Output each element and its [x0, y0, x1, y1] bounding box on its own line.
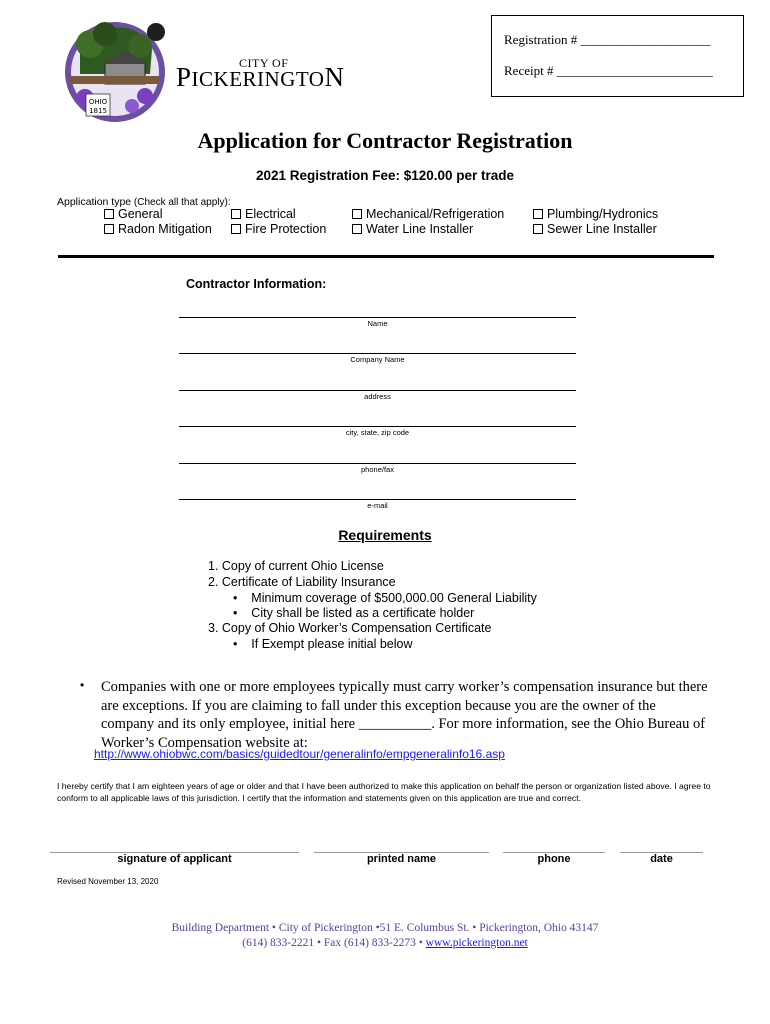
checkbox-icon[interactable]: [352, 224, 362, 234]
option-electrical[interactable]: [231, 207, 296, 221]
requirement-subitem-text: If Exempt please initial below: [251, 637, 413, 651]
requirements-heading: Requirements: [338, 527, 432, 543]
requirement-subitem-text: Minimum coverage of $500,000.00 General Liability: [251, 591, 537, 605]
date-label: date: [650, 853, 673, 865]
section-divider: [58, 255, 714, 258]
contractor-info-heading: Contractor Information:: [186, 277, 327, 291]
printed-name-label: printed name: [366, 853, 437, 865]
city-state-zip-input-line[interactable]: [179, 426, 576, 427]
checkbox-icon[interactable]: [104, 209, 114, 219]
city-name-final: N: [324, 62, 345, 92]
website-link[interactable]: www.pickerington.net: [425, 937, 528, 949]
checkbox-icon[interactable]: [104, 224, 114, 234]
requirement-item: 1. Copy of current Ohio License: [208, 559, 384, 573]
option-general[interactable]: [104, 207, 162, 221]
option-label: Mechanical/Refrigeration: [366, 207, 505, 221]
checkbox-icon[interactable]: [231, 209, 241, 219]
option-label: Electrical: [245, 207, 296, 221]
option-label: Radon Mitigation: [118, 222, 212, 236]
application-type-hint: (Check all that apply):: [133, 197, 231, 208]
option-label: Plumbing/Hydronics: [547, 207, 659, 221]
phone-fax-input-line[interactable]: [179, 463, 576, 464]
bullet-icon: •: [233, 606, 238, 620]
requirement-item: 3. Copy of Ohio Worker’s Compensation Certificate: [208, 621, 492, 635]
company-name-input-line[interactable]: [179, 353, 576, 354]
email-field-label: e-mail: [367, 501, 388, 510]
option-plumbing-hydronics[interactable]: [533, 207, 658, 221]
registration-fee: 2021 Registration Fee: $120.00 per trade: [255, 168, 515, 183]
city-state-zip-field-label: city, state, zip code: [345, 428, 410, 437]
receipt-number-field[interactable]: Receipt # ________________________: [504, 63, 713, 78]
city-seal-logo: [60, 14, 170, 126]
workers-comp-notice: Companies with one or more employees typically must carry worker’s compensation insurance but there are exceptions. If you are claiming to fall under this exception because you are the owner of the company and its only employee, initial here __________. For more information, see the Ohio Bureau of Worker’s Compensation website at:: [101, 679, 708, 751]
checkbox-icon[interactable]: [231, 224, 241, 234]
option-label: General: [118, 207, 163, 221]
address-field-label: address: [364, 392, 391, 401]
city-name: [176, 62, 344, 93]
page-title: Application for Contractor Registration: [197, 128, 573, 153]
city-name-middle: ICKERINGTO: [191, 67, 325, 91]
requirement-subitem: [233, 637, 413, 651]
phone-fax-field-label: phone/fax: [361, 465, 394, 474]
option-mechanical-refrigeration[interactable]: [352, 207, 504, 221]
email-input-line[interactable]: [179, 499, 576, 500]
option-label: Sewer Line Installer: [547, 222, 657, 236]
footer-contact: [0, 937, 770, 949]
address-input-line[interactable]: [179, 390, 576, 391]
option-fire-protection[interactable]: [231, 222, 326, 236]
city-of-label: CITY OF: [239, 56, 289, 70]
footer-address: Building Department • City of Pickerington •51 E. Columbus St. • Pickerington, Ohio 43147: [171, 922, 599, 934]
registration-number-field[interactable]: Registration # ____________________: [504, 32, 711, 47]
checkbox-icon[interactable]: [352, 209, 362, 219]
application-type-title: Application type: [57, 196, 132, 208]
ohiobwc-link[interactable]: http://www.ohiobwc.com/basics/guidedtour/generalinfo/empgeneralinfo16.asp: [94, 747, 505, 761]
checkbox-icon[interactable]: [533, 209, 543, 219]
certification-statement: I hereby certify that I am eighteen years of age or older and that I have been authorized to make this application on behalf the person or organization listed above. I agree to conform to all applicable laws of this jurisdiction. I certify that the information and statements given on this application are true and correct.: [57, 781, 711, 803]
footer-phone-fax: (614) 833-2221 • Fax (614) 833-2273 •: [242, 937, 426, 949]
requirement-subitem: [233, 591, 537, 605]
bullet-icon: •: [80, 678, 85, 692]
revision-date: Revised November 13, 2020: [57, 877, 159, 886]
seal-ohio-text: OHIO: [88, 98, 108, 106]
option-radon-mitigation[interactable]: [104, 222, 212, 236]
phone-label: phone: [537, 853, 571, 865]
seal-year-text: 1815: [89, 107, 107, 115]
office-use-box: [491, 15, 744, 97]
option-water-line-installer[interactable]: [352, 222, 473, 236]
bullet-icon: •: [233, 637, 238, 651]
checkbox-icon[interactable]: [533, 224, 543, 234]
city-name-initial: P: [176, 62, 192, 92]
option-label: Fire Protection: [245, 222, 327, 236]
option-label: Water Line Installer: [366, 222, 474, 236]
requirement-subitem: [233, 606, 474, 620]
requirement-subitem-text: City shall be listed as a certificate holder: [251, 606, 475, 620]
signature-label: signature of applicant: [117, 853, 232, 865]
option-sewer-line-installer[interactable]: [533, 222, 657, 236]
bullet-icon: •: [233, 591, 238, 605]
name-field-label: Name: [367, 319, 388, 328]
requirement-item: 2. Certificate of Liability Insurance: [208, 575, 396, 589]
name-input-line[interactable]: [179, 317, 576, 318]
company-name-field-label: Company Name: [350, 355, 405, 364]
